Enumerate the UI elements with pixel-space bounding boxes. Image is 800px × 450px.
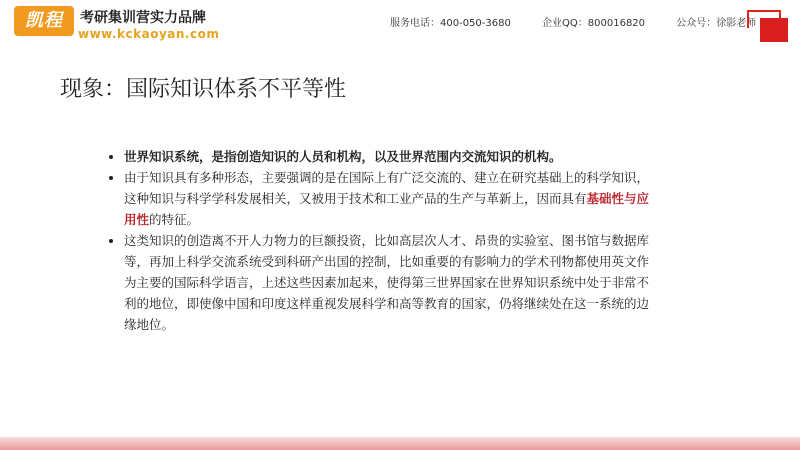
slide-content	[104, 146, 660, 335]
wechat-account: 公众号：徐影老师	[676, 18, 757, 29]
footer-bar	[0, 437, 800, 450]
bullet-item: • 世界知识系统，是指创造知识的人员和机构，以及世界范围内交流知识的机构。	[124, 146, 660, 167]
bullet-text: 的特征。	[149, 212, 200, 227]
bullet-item: • 这类知识的创造离不开人力物力的巨额投资，比如高层次人才、昂贵的实验室、图书馆与数据库等，再加上科学交流系统受到科研产出国的控制，比如重要的有影响力的学术刊物都使用英文作为主要的国际科学语言，上述这些因素加起来，使得第三世界国家在世界知识系统中处于非常不利的地位，即使像中国和印度这样重视发展科学和高等教育的国家，仍将继续处在这一系统的边缘地位。	[124, 230, 660, 335]
header	[0, 0, 800, 56]
brand-logo: 凯程	[14, 6, 74, 36]
bullet-list	[104, 146, 660, 335]
enterprise-qq: 企业QQ：800016820	[542, 18, 646, 29]
brand-title: 考研集训营实力品牌	[80, 10, 206, 26]
slide-title: 现象：国际知识体系不平等性	[60, 77, 347, 102]
corner-decoration-box	[760, 18, 788, 42]
bullet-item	[124, 167, 660, 230]
service-phone: 服务电话：400-050-3680	[390, 18, 511, 29]
highlight-text: 基础性与应用性	[124, 191, 650, 227]
contact-info	[390, 14, 784, 29]
brand-url: www.kckaoyan.com	[78, 27, 220, 41]
bullet-text: 由于知识具有多种形态，主要强调的是在国际上有广泛交流的、建立在研究基础上的科学知识，这种知识与科学学科发展相关，又被用于技术和工业产品的生产与革新上，因而具有	[124, 170, 650, 206]
